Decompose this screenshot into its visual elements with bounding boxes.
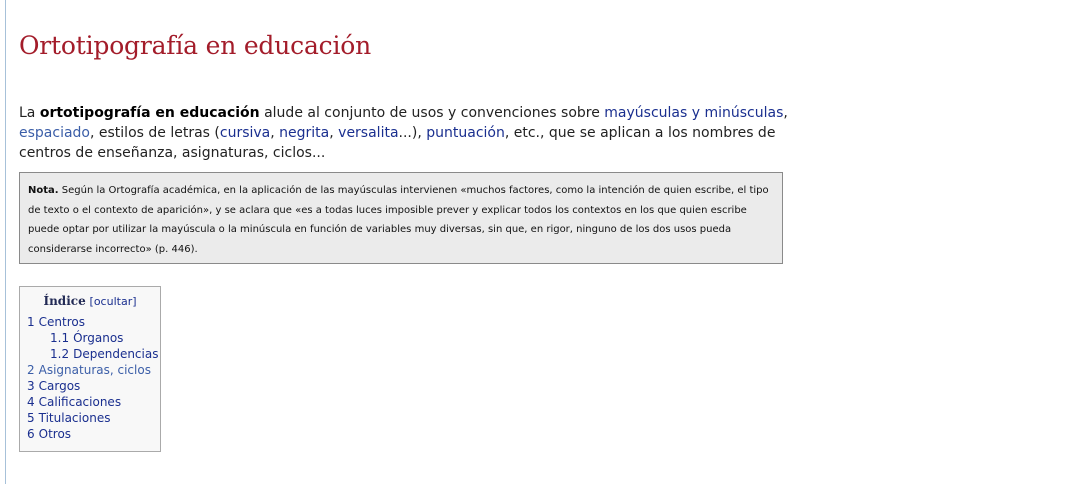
toc-title: Índice: [43, 294, 86, 308]
toc-toggle-bracket: ]: [132, 295, 137, 308]
note-text: Según la Ortografía académica, en la aplicación de las mayúsculas intervienen «muchos factores, como la intención de quien escribe, el tipo de texto o el contexto de aparición», y se aclara que «es a todas luces imposible prever y explicar todos los contextos en los que quien escribe puede optar por utilizar la mayúscula o la minúscula en función de variables muy diversas, sin que, en rigor, ninguno de los dos usos pueda considerarse incorrecto» (p. 446).: [28, 185, 769, 255]
article-page: [5, 0, 1076, 484]
intro-text: ...),: [398, 125, 427, 141]
toc-item-number: 3: [27, 379, 35, 393]
intro-paragraph: [19, 103, 789, 163]
toc-item-number: 6: [27, 427, 35, 441]
intro-text: , etc., que se aplican a los nombres de centros de enseñanza, asignaturas, ciclos...: [19, 125, 776, 161]
toc-item-label: Centros: [38, 315, 85, 329]
toc-item-organos[interactable]: [27, 330, 160, 346]
intro-text: alude al conjunto de usos y convenciones sobre: [259, 105, 605, 121]
link-versalita[interactable]: versalita: [338, 125, 399, 141]
link-cursiva[interactable]: cursiva: [219, 125, 271, 141]
toc-item-centros[interactable]: [27, 314, 160, 330]
intro-text: ,: [783, 105, 788, 121]
toc-header: [27, 293, 160, 310]
toc-item-dependencias[interactable]: [27, 346, 160, 362]
toc-item-label: Asignaturas, ciclos: [38, 363, 151, 377]
toc-item-label: Órganos: [73, 331, 124, 345]
link-puntuacion[interactable]: puntuación: [426, 125, 505, 141]
intro-text: La: [19, 105, 40, 121]
toc-item-number: 1: [27, 315, 35, 329]
note-label: Nota.: [28, 185, 59, 196]
link-negrita[interactable]: negrita: [279, 125, 330, 141]
toc-item-number: 4: [27, 395, 35, 409]
toc-item-label: Calificaciones: [38, 395, 122, 409]
toc-item-asignaturas[interactable]: [27, 362, 160, 378]
toc-item-label: Titulaciones: [38, 411, 111, 425]
toc-hide-link[interactable]: ocultar: [93, 295, 133, 308]
toc-item-otros[interactable]: [27, 426, 160, 442]
toc-item-number: 2: [27, 363, 35, 377]
page-title: Ortotipografía en educación: [19, 31, 371, 60]
toc-item-number: 1.2: [50, 347, 70, 361]
toc-item-label: Otros: [38, 427, 72, 441]
toc-item-label: Cargos: [38, 379, 81, 393]
note-box: [19, 172, 783, 264]
toc-item-titulaciones[interactable]: [27, 410, 160, 426]
toc-toggle[interactable]: [90, 295, 137, 308]
toc-item-number: 1.1: [50, 331, 70, 345]
table-of-contents: [19, 286, 161, 452]
toc-item-label: Dependencias: [73, 347, 159, 361]
toc-item-cargos[interactable]: [27, 378, 160, 394]
toc-item-calificaciones[interactable]: [27, 394, 160, 410]
intro-text: ,: [329, 125, 339, 141]
link-espaciado[interactable]: espaciado: [19, 125, 90, 141]
toc-toggle-bracket: [: [89, 295, 94, 308]
intro-bold-term: ortotipografía en educación: [39, 105, 260, 121]
link-mayusculas[interactable]: mayúsculas y minúsculas: [604, 105, 784, 121]
toc-list: [27, 314, 160, 442]
intro-text: , estilos de letras (: [90, 125, 220, 141]
toc-item-number: 5: [27, 411, 35, 425]
intro-text: ,: [270, 125, 280, 141]
